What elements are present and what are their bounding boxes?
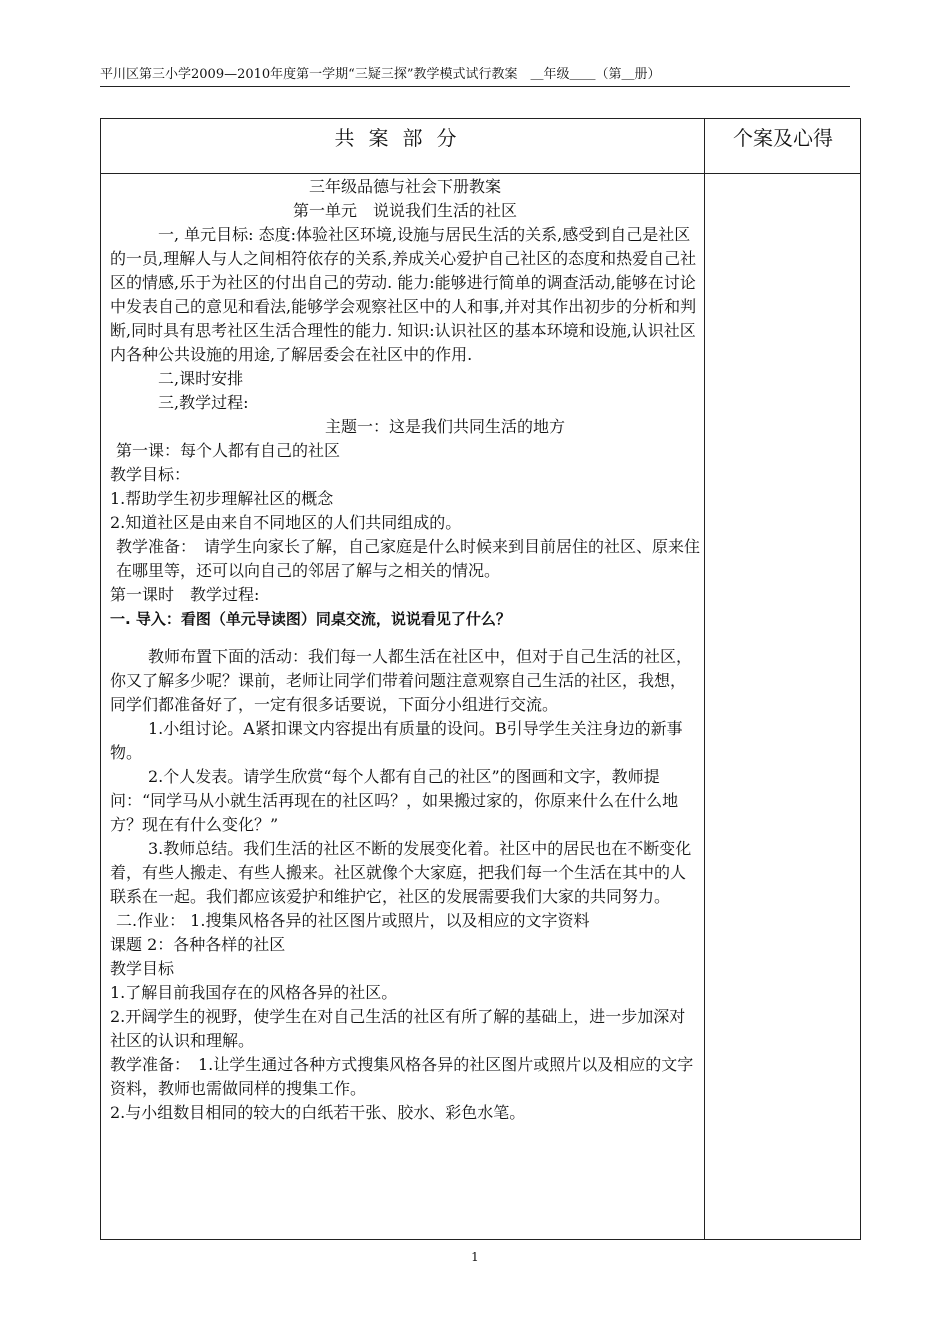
page-header: 平川区第三小学2009—2010年度第一学期“三疑三探”教学模式试行教案 ＿年级＿＿（第＿册） [100, 66, 850, 87]
theme-heading: 主题一：这是我们共同生活的地方 [324, 417, 565, 436]
objective-2: 2.知道社区是由来自不同地区的人们共同组成的。 [110, 513, 462, 532]
preparation-2: 教学准备： 1.让学生通过各种方式搜集风格各异的社区图片或照片以及相应的文字资料，教师也需做同样的搜集工作。 [110, 1055, 694, 1098]
header-divider [101, 173, 860, 174]
preparation-2-item: 2.与小组数目相同的较大的白纸若干张、胶水、彩色水笔。 [110, 1103, 526, 1122]
lesson-plan-table [100, 118, 861, 1240]
homework: 二.作业： 1.搜集风格各异的社区图片或照片，以及相应的文字资料 [116, 911, 590, 930]
notes-heading: 个案及心得 [733, 126, 833, 150]
document-title: 三年级品德与社会下册教案 [308, 177, 501, 196]
objective2-2: 2.开阔学生的视野，使学生在对自己生活的社区有所了解的基础上，进一步加深对社区的认识和理解。 [110, 1007, 686, 1050]
activity-paragraph: 教师布置下面的活动：我们每一人都生活在社区中，但对于自己生活的社区，你又了解多少呢？课前，老师让同学们带着问题注意观察自己生活的社区，我想，同学们都准备好了，一定有很多话要说，下面分小组进行交流。 [110, 647, 693, 714]
objectives-label: 教学目标： [110, 465, 191, 484]
intro-heading: 一. 导入：看图（单元导读图）同桌交流，说说看见了什么？ [110, 610, 511, 628]
process-heading: 三,教学过程: [158, 393, 249, 412]
lesson1-title: 第一课：每个人都有自己的社区 [116, 441, 341, 460]
page-number: 1 [471, 1250, 479, 1264]
lesson-content [110, 175, 700, 1125]
shared-plan-heading: 共案部分 [334, 126, 471, 150]
period-heading: 第一课时 教学过程: [110, 585, 260, 604]
column-divider [704, 119, 705, 1239]
objective2-1: 1.了解目前我国存在的风格各异的社区。 [110, 983, 398, 1002]
preparation: 教学准备： 请学生向家长了解，自己家庭是什么时候来到目前居住的社区、原来住在哪里等，还可以向自己的邻居了解与之相关的情况。 [116, 537, 701, 580]
unit-title: 第一单元 说说我们生活的社区 [292, 201, 517, 220]
objectives2-label: 教学目标 [110, 959, 175, 978]
objective-1: 1.帮助学生初步理解社区的概念 [110, 489, 334, 508]
step-3: 3.教师总结。我们生活的社区不断的发展变化着。社区中的居民也在不断变化着，有些人搬走、有些人搬来。社区就像个大家庭，把我们每一个生活在其中的人联系在一起。我们都应该爱护和维护它，社区的发展需要我们大家的共同努力。 [110, 839, 692, 906]
step-2: 2.个人发表。请学生欣赏“每个人都有自己的社区”的图画和文字，教师提问：“同学马从小就生活再现在的社区吗？，如果搬过家的，你原来什么在什么地方？现在有什么变化？” [110, 767, 679, 834]
schedule-heading: 二,课时安排 [158, 369, 244, 388]
unit-goals: 一, 单元目标: 态度:体验社区环境,设施与居民生活的关系,感受到自己是社区的一员,理解人与人之间相符依存的关系,养成关心爱护自己社区的态度和热爱自己社区的情感,乐于为社区的付出自己的劳动. 能力:能够进行简单的调查活动,能够在讨论中发表自己的意见和看法,能够学会观察社区中的人和事,并对其作出初步的分析和判断,同时具有思考社区生活合理性的能力. 知识:认识社区的基本环境和设施,认识社区内各种公共设施的用途,了解居委会在社区中的作用. [110, 225, 697, 364]
step-1: 1.小组讨论。A紧扣课文内容提出有质量的设问。B引导学生关注身边的新事物。 [110, 719, 683, 762]
lesson2-title: 课题 2：各种各样的社区 [110, 935, 286, 954]
